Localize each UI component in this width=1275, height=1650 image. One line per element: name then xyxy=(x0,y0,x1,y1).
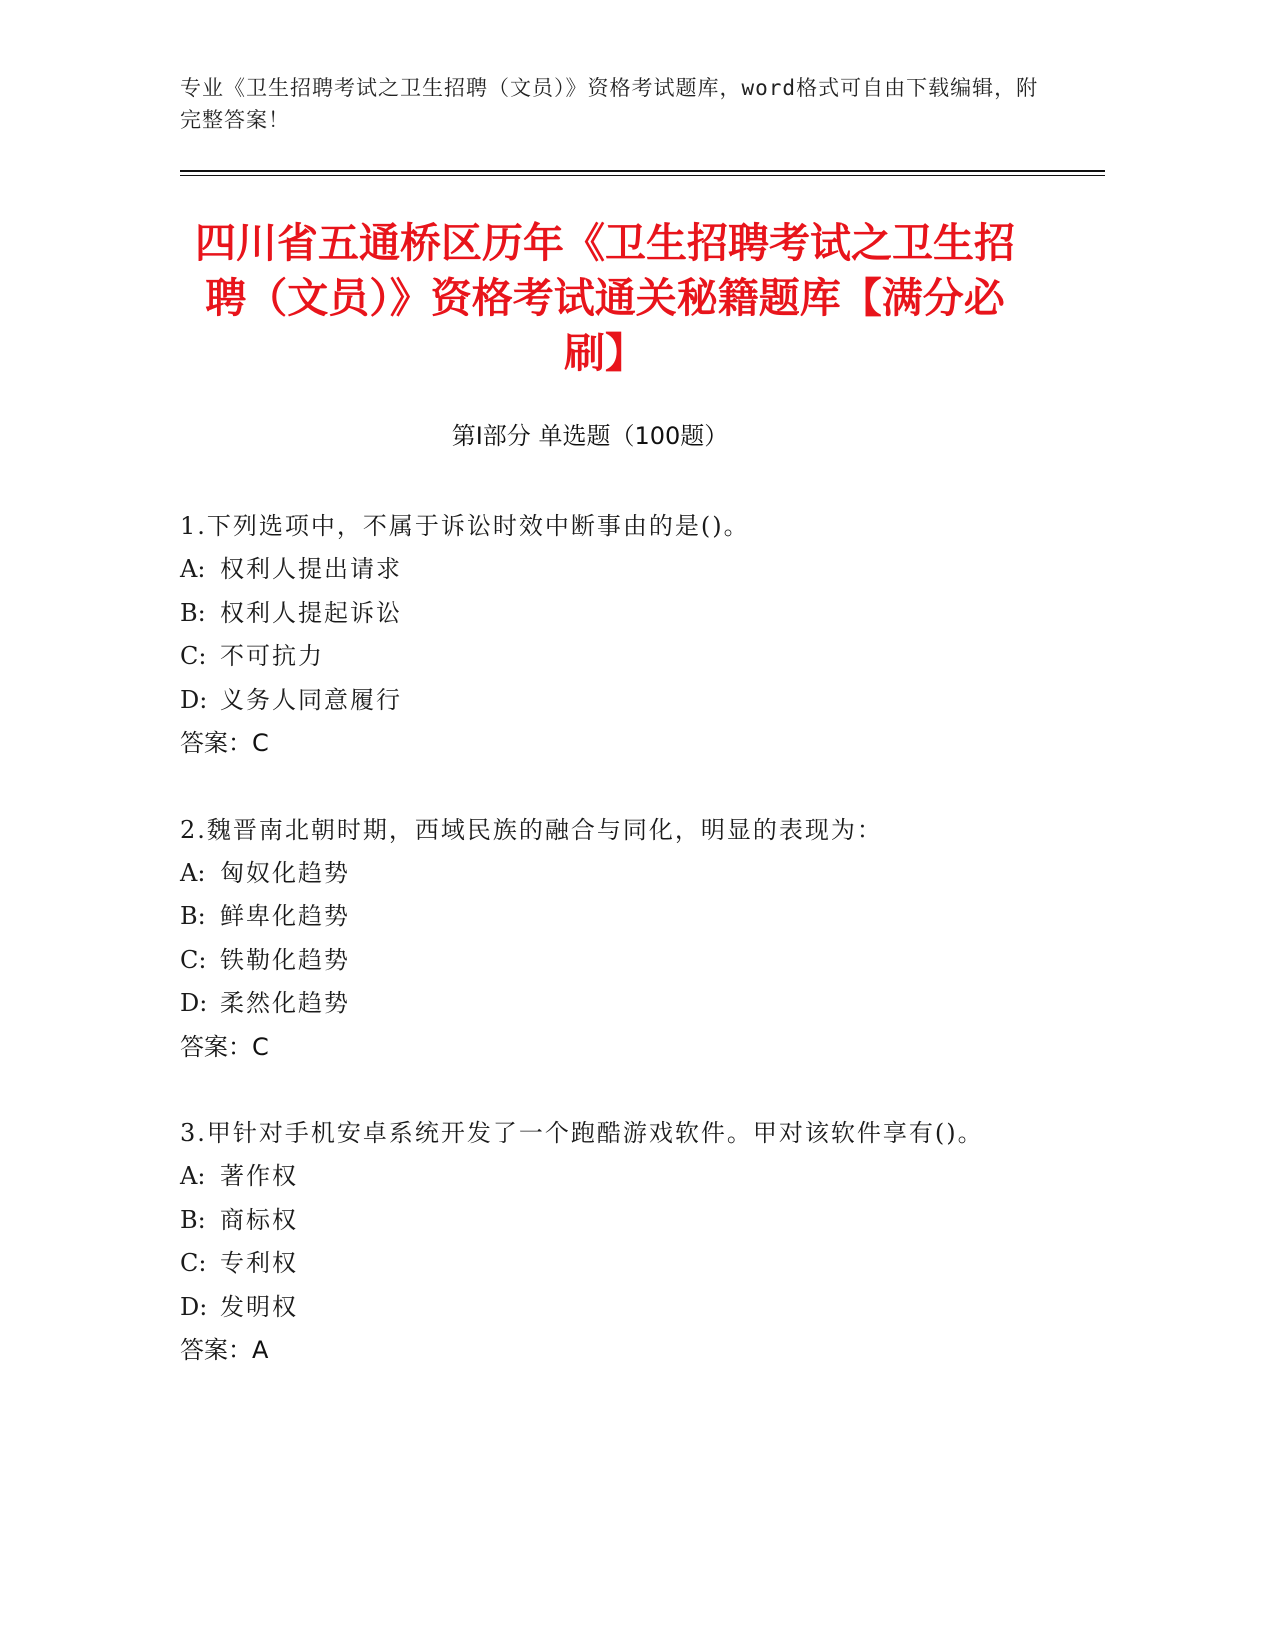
option-text: 铁勒化趋势 xyxy=(220,945,350,974)
option-text: 权利人提出请求 xyxy=(220,555,402,583)
question-stem: 3.甲针对手机安卓系统开发了一个跑酷游戏软件。甲对该软件享有()。 xyxy=(180,1119,984,1147)
answer-label: 答案： xyxy=(180,729,252,757)
option-text: 柔然化趋势 xyxy=(220,989,350,1017)
option-letter: B: xyxy=(180,1205,206,1234)
option-a xyxy=(180,852,1020,896)
answer-line xyxy=(180,1026,1020,1070)
answer-line xyxy=(180,722,1020,766)
option-letter: C: xyxy=(180,1249,207,1277)
option-d xyxy=(180,1286,1020,1330)
option-letter: A: xyxy=(180,555,206,583)
answer-label: 答案： xyxy=(180,1032,252,1061)
option-letter: C: xyxy=(180,945,207,974)
document-title: 四川省五通桥区历年《卫生招聘考试之卫生招聘（文员）》资格考试通关秘籍题库【满分必刷】 xyxy=(195,219,1015,377)
option-text: 著作权 xyxy=(220,1162,298,1190)
option-c xyxy=(180,1242,1020,1286)
option-a xyxy=(180,1155,1020,1199)
option-a xyxy=(180,548,1020,592)
option-letter: B: xyxy=(180,598,206,627)
option-b xyxy=(180,592,1020,636)
option-b xyxy=(180,1199,1020,1243)
option-letter: D: xyxy=(180,989,208,1017)
answer-line xyxy=(180,1329,1020,1373)
option-text: 鲜卑化趋势 xyxy=(220,902,350,930)
question-stem: 2.魏晋南北朝时期，西域民族的融合与同化，明显的表现为： xyxy=(180,815,883,844)
section-title: 第Ⅰ部分 单选题（100题） xyxy=(451,422,729,450)
option-d xyxy=(180,679,1020,723)
question-2 xyxy=(180,809,1020,1070)
option-text: 发明权 xyxy=(220,1292,298,1321)
option-letter: C: xyxy=(180,642,207,670)
option-c xyxy=(180,635,1020,679)
option-text: 权利人提起诉讼 xyxy=(220,598,402,627)
answer-label: 答案： xyxy=(180,1336,252,1364)
option-text: 义务人同意履行 xyxy=(220,685,402,714)
question-3 xyxy=(180,1112,1020,1373)
option-letter: D: xyxy=(180,1292,208,1321)
answer-value: C xyxy=(252,729,269,757)
header-rule-thick xyxy=(180,170,1105,172)
option-text: 不可抗力 xyxy=(220,642,324,670)
header-note: 专业《卫生招聘考试之卫生招聘（文员）》资格考试题库，word格式可自由下载编辑，附完整答案！ xyxy=(180,76,1039,132)
option-b xyxy=(180,895,1020,939)
option-d xyxy=(180,982,1020,1026)
option-letter: A: xyxy=(180,858,206,887)
question-stem: 1.下列选项中，不属于诉讼时效中断事由的是()。 xyxy=(180,512,750,540)
option-letter: A: xyxy=(180,1162,206,1190)
option-text: 商标权 xyxy=(220,1205,298,1234)
option-text: 专利权 xyxy=(220,1249,298,1277)
option-letter: D: xyxy=(180,685,208,714)
header-rule-thin xyxy=(180,175,1105,176)
question-list xyxy=(180,505,1020,1416)
answer-value: A xyxy=(252,1336,269,1364)
option-text: 匈奴化趋势 xyxy=(220,858,350,887)
option-letter: B: xyxy=(180,902,206,930)
answer-value: C xyxy=(252,1032,269,1061)
question-1 xyxy=(180,505,1020,766)
option-c xyxy=(180,939,1020,983)
